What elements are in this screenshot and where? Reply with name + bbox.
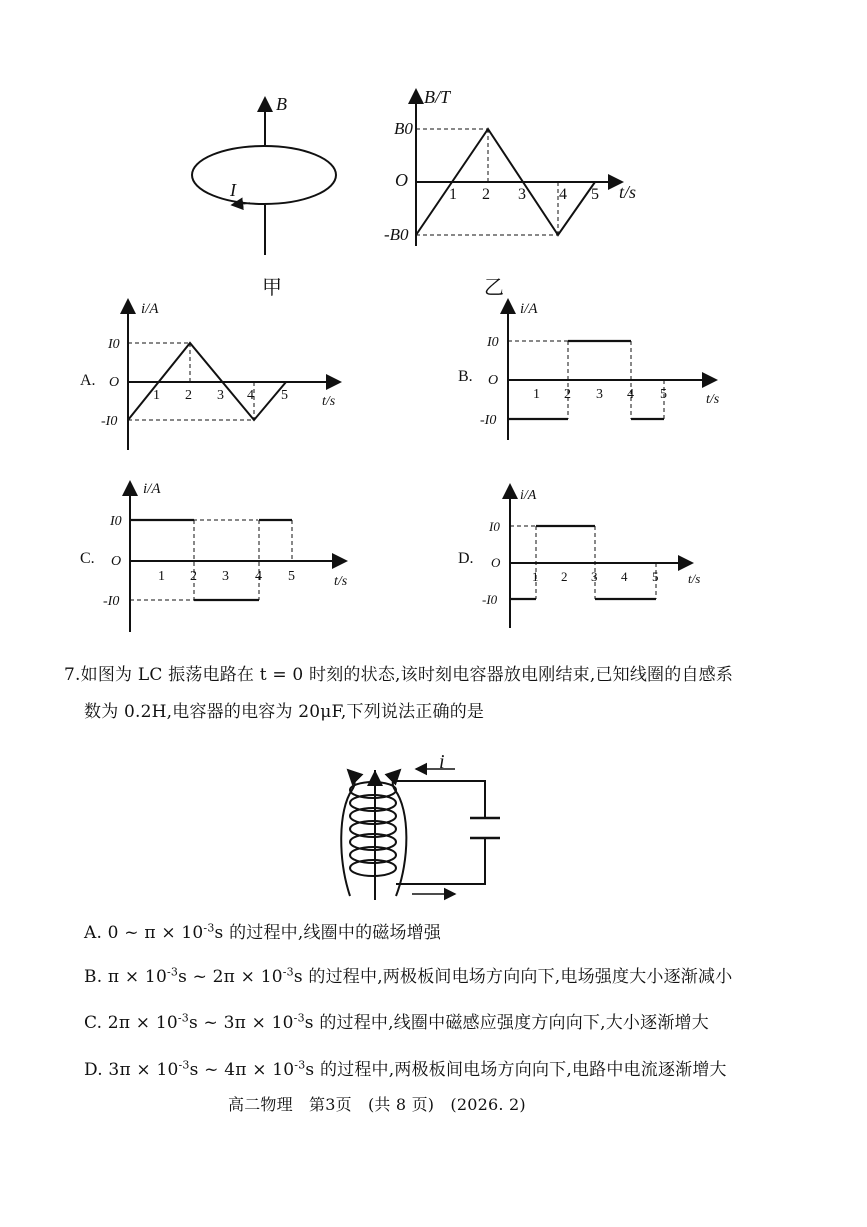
d-axis-x-label: t/s (688, 571, 701, 586)
c-tick-5: 5 (288, 569, 295, 584)
d-tick-5: 5 (652, 569, 659, 584)
d-axis-y-label: i/A (520, 488, 537, 503)
b-tick-5: 5 (660, 387, 667, 402)
a-i0-label: I0 (108, 337, 120, 352)
yi-tick-4: 4 (559, 186, 567, 203)
question7-stem-line1 (64, 660, 733, 685)
b-label: B (276, 94, 287, 114)
loop-current-arrow (232, 203, 250, 205)
d-origin: O (491, 555, 501, 570)
c-axis-y-label: i/A (143, 481, 161, 497)
yi-negb0-label: -B0 (384, 225, 409, 244)
option-d-graph (458, 485, 700, 628)
option-b-letter: B. (458, 368, 473, 385)
yi-b0-label: B0 (394, 119, 413, 138)
a-axis-x-label: t/s (322, 394, 336, 409)
option-c-letter: C. (80, 550, 95, 567)
caption-yi: 乙 (484, 277, 504, 299)
lc-circuit (341, 769, 500, 900)
b-tick-1: 1 (533, 387, 540, 402)
a-axis-y-label: i/A (141, 301, 159, 317)
i-label: I (230, 180, 236, 200)
current-loop (192, 146, 336, 204)
yi-axis-x-label: t/s (619, 182, 637, 202)
b-tick-2: 2 (564, 387, 571, 402)
a-tick-5: 5 (281, 388, 288, 403)
c-origin: O (111, 554, 122, 569)
caption-jia: 甲 (262, 277, 282, 299)
c-negi0-label: -I0 (103, 594, 120, 609)
yi-tick-3: 3 (518, 186, 526, 203)
yi-tick-2: 2 (482, 186, 490, 203)
b-axis-x-label: t/s (706, 392, 720, 407)
d-tick-2: 2 (561, 569, 568, 584)
b-origin: O (488, 373, 499, 388)
d-negi0-label: -I0 (482, 592, 498, 607)
option-b-text: B. $\pi \times 10^{-3}s$ ~ $2\pi \times 10^{-3}s$ 的过程中,两极板间电场方向向下,电场强度大小逐渐减小 (84, 965, 733, 987)
b-negi0-label: -I0 (480, 413, 497, 428)
a-tick-2: 2 (185, 388, 192, 403)
a-negi0-label: -I0 (101, 414, 118, 429)
d-i0-label: I0 (489, 519, 500, 534)
option-c-graph (80, 481, 348, 632)
page-footer: 高二物理 第3页 (共 8 页) (2026. 2) (228, 1095, 526, 1114)
b-tick-4: 4 (627, 387, 634, 402)
d-tick-4: 4 (621, 569, 628, 584)
c-tick-4: 4 (255, 569, 262, 584)
question7-stem-text1: 如图为 LC 振荡电路在 t = 0 时刻的状态,该时刻电容器放电刚结束,已知线圈的自感系 (80, 665, 734, 685)
yi-axis-y-label: B/T (424, 87, 451, 107)
a-tick-4: 4 (247, 388, 254, 403)
d-tick-1: 1 (532, 569, 539, 584)
option-a-text: A. 0 ~ $\pi \times 10^{-3}s$ 的过程中,线圈中的磁场增强 (84, 921, 442, 943)
a-origin: O (109, 375, 120, 390)
a-tick-1: 1 (153, 388, 160, 403)
option-d-text: D. $3\pi \times 10^{-3}s$ ~ $4\pi \times 10^{-3}s$ 的过程中,两极板间电场方向向下,电路中电流逐渐增大 (84, 1058, 727, 1080)
b-axis-y-label: i/A (520, 301, 538, 317)
b-i0-label: I0 (487, 335, 499, 350)
wire-bottom (396, 838, 485, 884)
option-b-graph (458, 300, 720, 440)
wire-top (396, 781, 485, 818)
c-i0-label: I0 (110, 514, 122, 529)
inductor-coil (350, 782, 396, 876)
option-c-text: C. $2\pi \times 10^{-3}s$ ~ $3\pi \times 10^{-3}s$ 的过程中,线圈中磁感应强度方向向下,大小逐渐增大 (84, 1011, 709, 1033)
field-line-right (393, 770, 407, 896)
c-tick-1: 1 (158, 569, 165, 584)
option-d-letter: D. (458, 550, 474, 567)
yi-origin: O (395, 170, 408, 190)
yi-tick-5: 5 (591, 186, 599, 203)
c-axis-x-label: t/s (334, 574, 348, 589)
current-label: i (439, 751, 445, 773)
question7-number: 7. (64, 665, 81, 685)
d-tick-3: 3 (591, 569, 598, 584)
figure-yi (384, 87, 636, 299)
a-tick-3: 3 (217, 388, 224, 403)
option-a-letter: A. (80, 372, 96, 389)
option-a-graph (80, 300, 340, 450)
yi-tick-1: 1 (449, 186, 457, 203)
question7-stem-line2: 数为 0.2H,电容器的电容为 20μF,下列说法正确的是 (84, 702, 485, 722)
c-tick-2: 2 (190, 569, 197, 584)
figure-jia (192, 94, 336, 299)
c-tick-3: 3 (222, 569, 229, 584)
b-tick-3: 3 (596, 387, 603, 402)
